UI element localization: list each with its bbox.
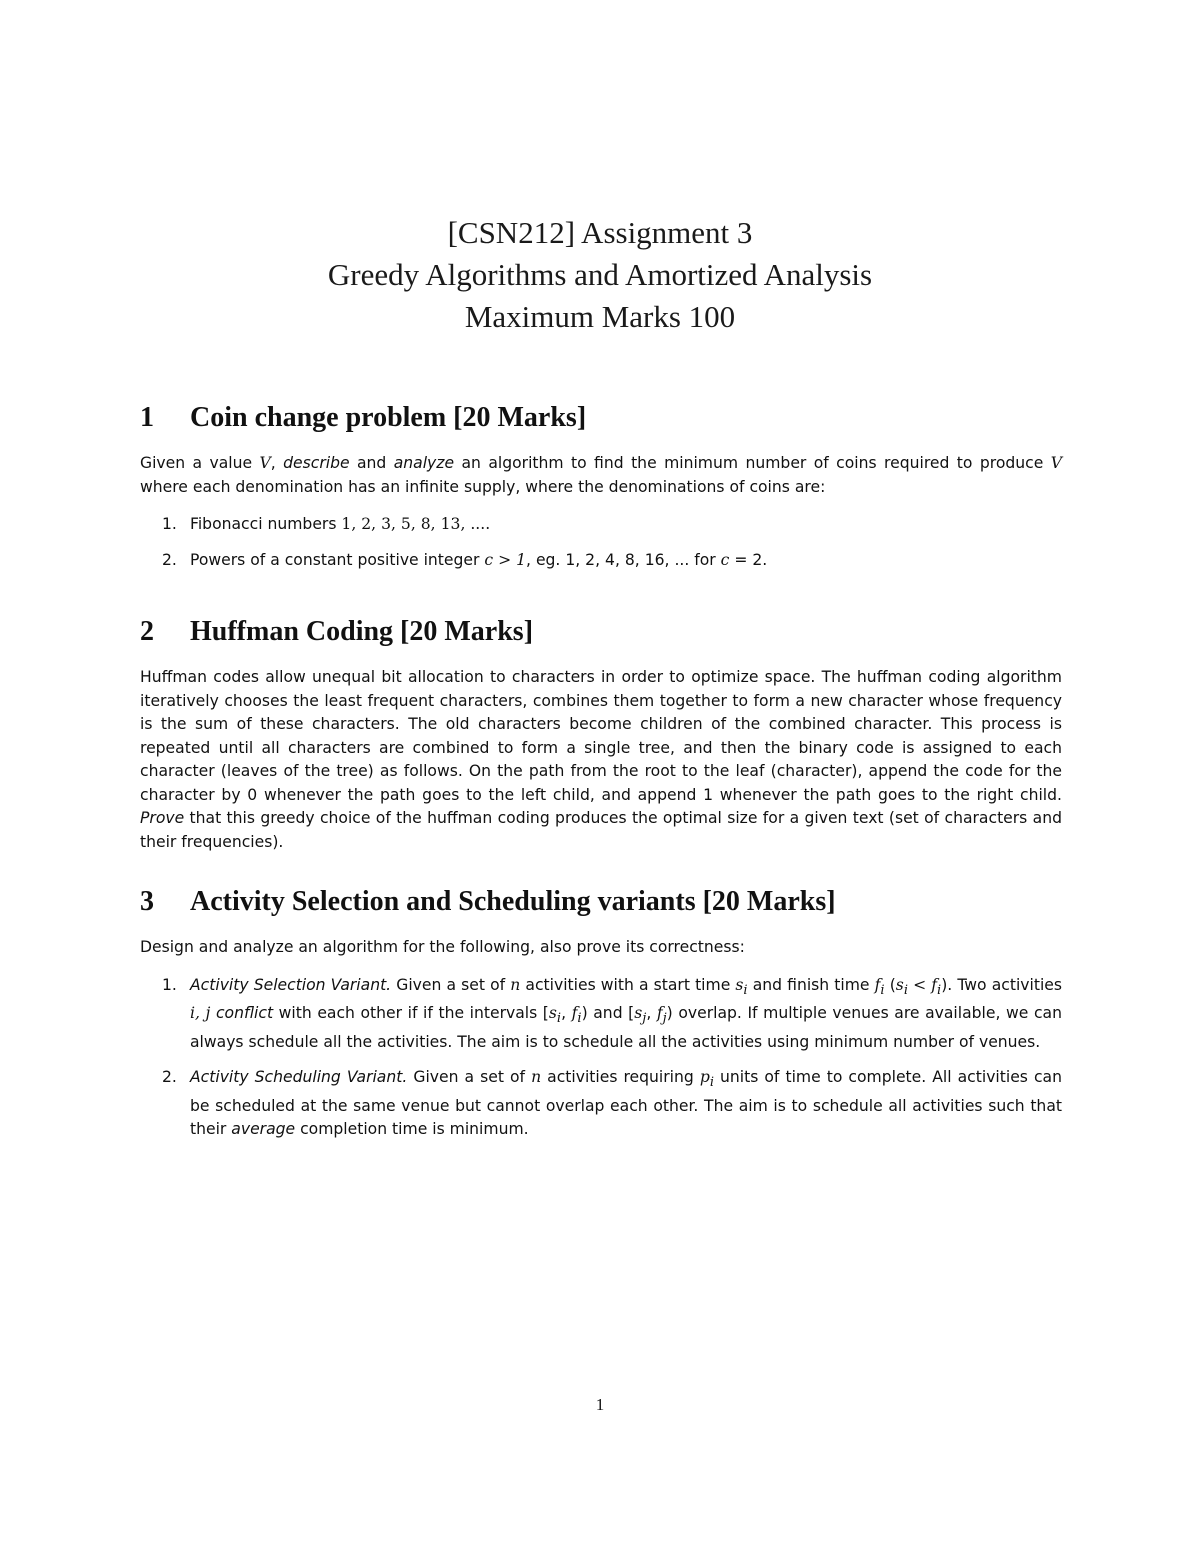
- section-paragraph: [140, 666, 1062, 854]
- section-coin-change: [140, 400, 1062, 584]
- text-run: and: [349, 454, 394, 472]
- text-run: Design and analyze an algorithm for the following, also prove its correctness:: [140, 938, 745, 956]
- text-run: Given a set of: [391, 975, 511, 994]
- title-line-topic: Greedy Algorithms and Amortized Analysis: [327, 257, 873, 292]
- emphasis-text: average: [231, 1120, 296, 1139]
- math-var: p: [699, 1068, 710, 1087]
- emphasis-text: describe: [283, 454, 350, 472]
- list-number: 1.: [162, 975, 177, 994]
- math-var: s: [548, 1004, 557, 1023]
- title-line-course: [CSN212] Assignment 3: [447, 215, 753, 250]
- title-block: [0, 212, 1200, 338]
- math-subscript: i: [903, 982, 908, 998]
- section-heading: [140, 884, 1062, 920]
- section-paragraph: [140, 936, 1062, 960]
- text-run: ) and [: [581, 1004, 635, 1023]
- math-var: f: [656, 1004, 663, 1023]
- list-item: [140, 513, 1062, 537]
- text-run: Given a set of: [407, 1068, 532, 1087]
- list-number: 2.: [162, 550, 177, 569]
- list-item: [140, 1066, 1062, 1142]
- math-operator: <: [907, 975, 932, 994]
- text-run: Fibonacci numbers: [190, 515, 342, 533]
- math-expression: c > 1: [484, 550, 527, 569]
- math-var: s: [634, 1004, 643, 1023]
- text-run: with each other if if the intervals [: [273, 1004, 549, 1023]
- enumerated-list: [140, 974, 1062, 1142]
- emphasis-text: conflict: [215, 1004, 274, 1023]
- math-var: f: [571, 1004, 578, 1023]
- math-var: n: [510, 975, 521, 994]
- section-heading: [140, 614, 1062, 650]
- math-var: V: [259, 454, 271, 472]
- list-number: 1.: [162, 515, 177, 533]
- math-var: s: [735, 975, 744, 994]
- text-run: activities requiring: [541, 1068, 700, 1087]
- text-run: ) overlap. If multiple venues are available, we can always schedule all the activities. The aim is to schedule all the activities using minimum number of venues.: [190, 1004, 1062, 1051]
- section-title: Activity Selection and Scheduling variants [20 Marks]: [190, 886, 836, 917]
- section-activity-selection: [140, 884, 1062, 1154]
- section-heading: [140, 400, 1062, 436]
- math-subscript: i: [577, 1011, 582, 1027]
- text-run: Powers of a constant positive integer: [190, 550, 485, 569]
- page-number: 1: [595, 1395, 605, 1414]
- text-run: Huffman codes allow unequal bit allocation to characters in order to optimize space. The huffman coding algorithm iteratively chooses the least frequent characters, combines them together to form a new character whose frequency is the sum of these characters. The old characters become children of the combined character. This process is repeated until all characters are combined to form a single tree, and then the binary code is assigned to each character (leaves of the tree) as follows. On the path from the root to the leaf (character), append the code for the character by 0 whenever the path goes to the left child, and append 1 whenever the path goes to the right child.: [140, 668, 1062, 804]
- text-run: completion time is minimum.: [295, 1120, 529, 1139]
- text-run: that this greedy choice of the huffman coding produces the optimal size for a given text (set of characters and their frequencies).: [140, 809, 1062, 851]
- text-run: an algorithm to find the minimum number of coins required to produce: [454, 454, 1051, 472]
- math-var: s: [895, 975, 904, 994]
- math-subscript: i: [743, 982, 748, 998]
- item-label: Activity Selection Variant.: [190, 975, 392, 994]
- text-run: ,: [270, 454, 284, 472]
- title-line-marks: Maximum Marks 100: [464, 299, 736, 334]
- section-number: 3: [140, 886, 154, 917]
- list-number: 2.: [162, 1068, 177, 1087]
- text-run: ). Two activities: [941, 975, 1063, 994]
- list-item: [140, 974, 1062, 1055]
- text-run: units of time to complete. All activities can be scheduled at the same venue but cannot overlap each other. The aim is to schedule all activities such that their: [190, 1068, 1062, 1139]
- math-subscript: j: [642, 1011, 647, 1027]
- math-var: i, j: [190, 1004, 211, 1023]
- text-run: (: [884, 975, 896, 994]
- emphasis-text: Prove: [140, 809, 185, 827]
- section-paragraph: [140, 452, 1062, 499]
- text-run: = 2.: [729, 550, 768, 569]
- text-run: ,: [646, 1004, 657, 1023]
- math-subscript: i: [556, 1011, 562, 1027]
- math-subscript: i: [709, 1075, 714, 1091]
- section-number: 1: [140, 402, 154, 433]
- math-subscript: j: [662, 1011, 667, 1027]
- item-label: Activity Scheduling Variant.: [190, 1068, 408, 1087]
- text-run: where each denomination has an infinite supply, where the denominations of coins are:: [140, 477, 826, 496]
- math-var: n: [531, 1068, 542, 1087]
- math-subscript: i: [880, 982, 885, 998]
- text-run: and finish time: [747, 975, 875, 994]
- section-number: 2: [140, 616, 154, 647]
- text-run: , eg. 1, 2, 4, 8, 16, ... for: [526, 550, 721, 569]
- text-run: ,: [561, 1004, 572, 1023]
- math-expression: 1, 2, 3, 5, 8, 13, ....: [341, 515, 491, 533]
- section-title: Huffman Coding [20 Marks]: [190, 616, 534, 647]
- math-subscript: i: [937, 982, 942, 998]
- section-title: Coin change problem [20 Marks]: [190, 402, 587, 433]
- text-run: Given a value: [140, 454, 260, 472]
- math-var: f: [874, 975, 881, 994]
- list-item: [140, 549, 1062, 573]
- section-huffman-coding: [140, 614, 1062, 854]
- enumerated-list: [140, 513, 1062, 572]
- emphasis-text: analyze: [393, 454, 455, 472]
- text-run: activities with a start time: [520, 975, 736, 994]
- math-var: f: [931, 975, 938, 994]
- math-var: V: [1050, 454, 1062, 472]
- math-var: c: [720, 550, 730, 569]
